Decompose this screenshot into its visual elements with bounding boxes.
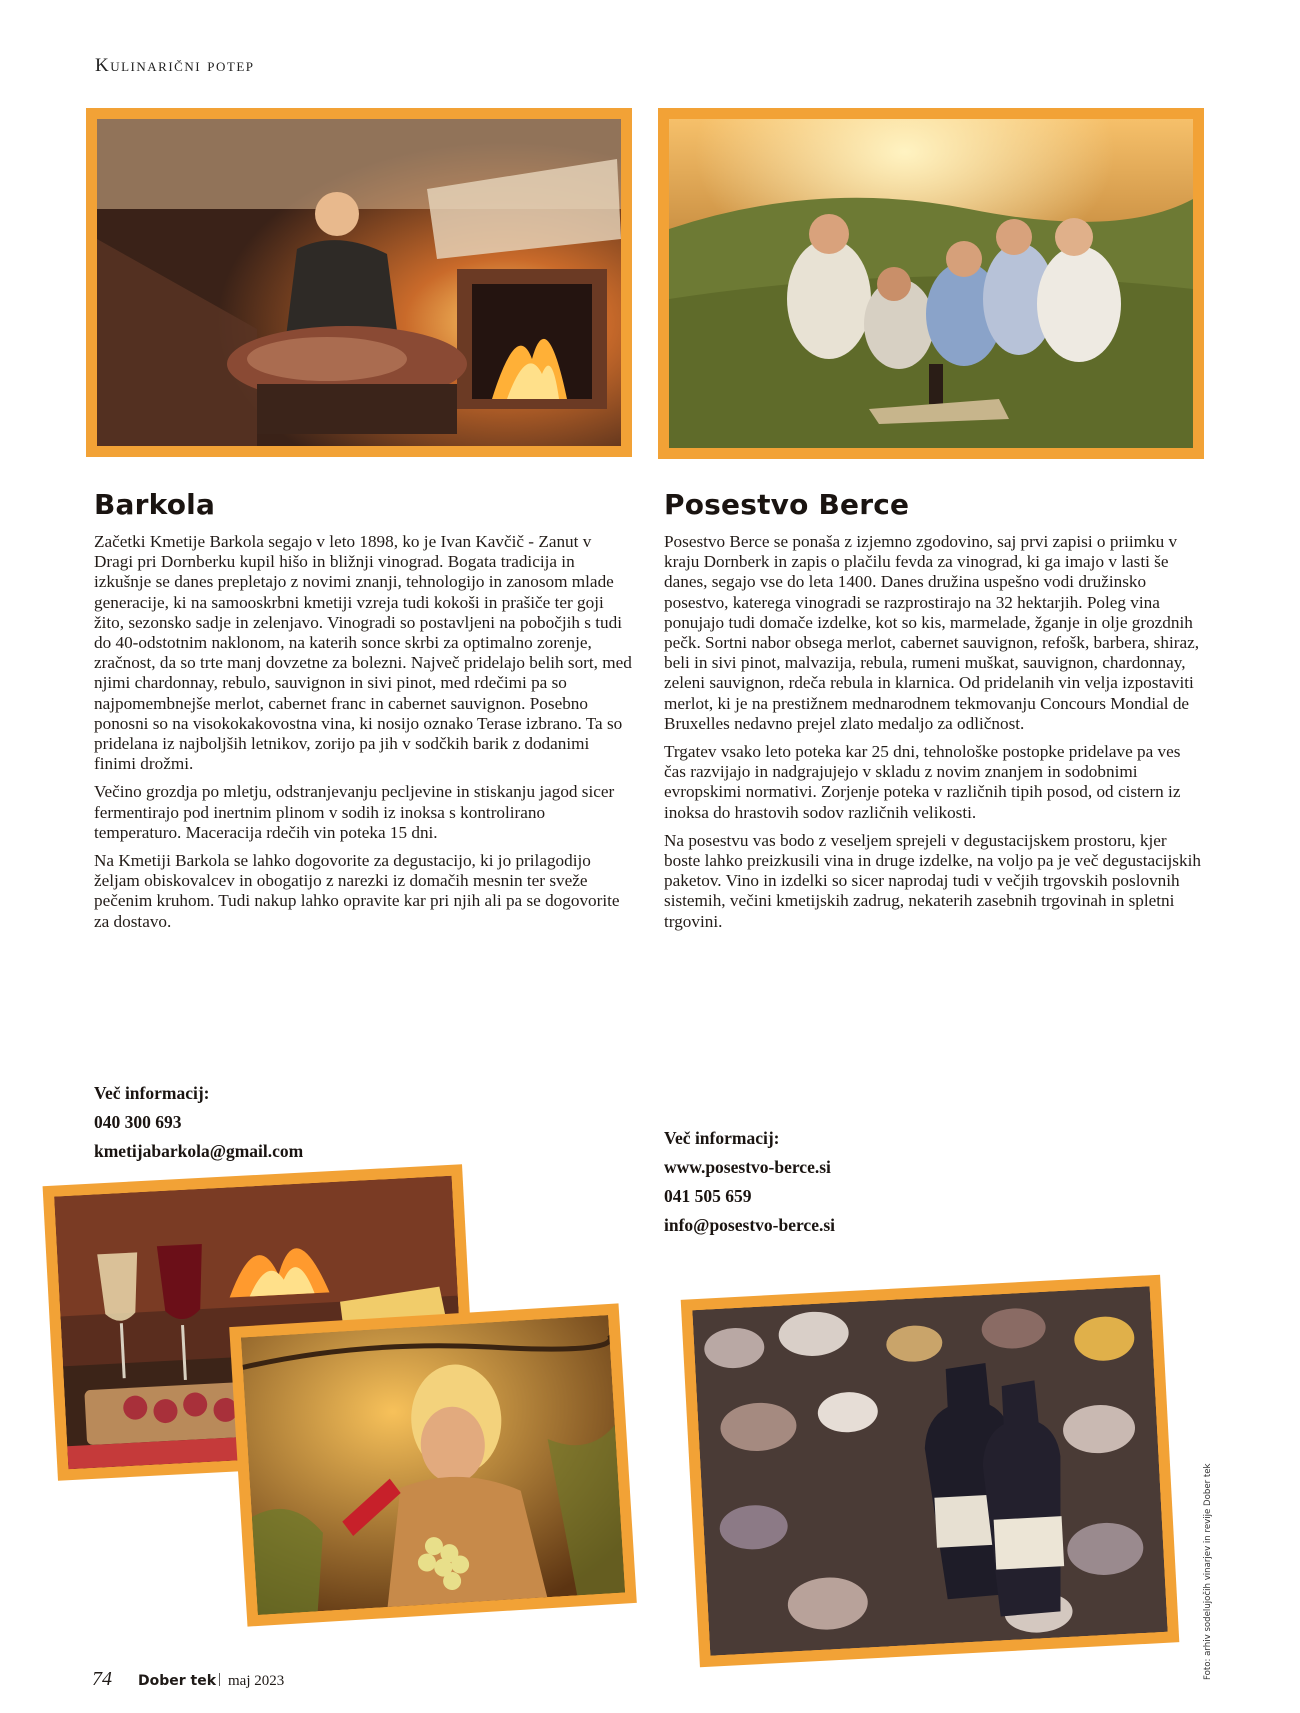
phone-number: 041 505 659 — [664, 1186, 752, 1206]
paragraph: Večino grozdja po mletju, odstranjevanju pecljevine in stiskanju jagod sicer fermentirajo pod inertnim plinom v sodih iz inoksa s kontrolirano temperaturo. Maceracija rdečih vin poteka 15 dni. — [94, 782, 615, 842]
barkola-contact — [94, 1079, 303, 1166]
paragraph: Na posestvu vas bodo z veseljem sprejeli v degustacijskem prostoru, kjer boste lahko preizkusili vina in druge izdelke, na voljo pa je več degustacijskih paketov. Vino in izdelki so sicer naprodaj tudi v večjih trgovskih poslovnih sistemih, večini kmetijskih zadrug, nekaterih zasebnih trgovinah in spletni trgovini. — [664, 830, 1201, 931]
magazine-name: Dober tek — [138, 1673, 217, 1689]
website-link[interactable]: www.posestvo-berce.si — [664, 1157, 831, 1177]
paragraph: Trgatev vsako leto poteka kar 25 dni, tehnološke postopke pridelave pa ves čas razvijajo in nadgrajujejo v skladu z novim znanjem in sodobnimi evropskimi normativi. Zorjenje poteka v različnih tipih posod, od cistern iz inoksa do hrastovih sodov različnih velikosti. — [664, 742, 1181, 822]
berce-title: Posestvo Berce — [664, 488, 910, 521]
photo-grape-harvest — [229, 1303, 637, 1626]
footer-separator: | — [218, 1671, 222, 1687]
section-label: Kulinarični potep — [95, 55, 255, 76]
info-label: Več informacij: — [664, 1128, 780, 1148]
berce-contact — [664, 1124, 835, 1240]
family-vineyard-image — [669, 119, 1193, 448]
prosciutto-fireplace-image — [97, 119, 621, 446]
page-number: 74 — [92, 1668, 112, 1690]
paragraph: Na Kmetiji Barkola se lahko dogovorite za degustacijo, ki jo prilagodijo željam obiskovalcev in obogatijo z narezki iz domačih mesnin ter sveže pečenim kruhom. Tudi nakup lahko opravite kar pri njih ali pa se dogovorite za dostavo. — [94, 851, 620, 931]
paragraph: Posestvo Berce se ponaša z izjemno zgodovino, saj prvi zapisi o priimku v kraju Dornberk in zapis o plačilu fevda za vinograd, ki ga imajo v lasti še danes, segajo vse do leta 1400. Danes družina uspešno vodi družinsko posestvo, katerega vinogradi se razprostirajo na 32 hektarjih. Poleg vina ponujajo tudi domače izdelke, kot so kis, marmelade, žganje in olje grozdnih pečk. Sortni nabor obsega merlot, cabernet sauvignon, refošk, barbera, shiraz, beli in sivi pinot, malvazija, rebula, rumeni muškat, sauvignon, chardonnay, zeleni sauvignon, rdeča rebula in klarnica. Od pridelanih vin velja izpostaviti merlot, ki je na prestižnem mednarodnem tekmovanju Concours Mondial de Bruxelles nedavno prejel zlato medaljo za odličnost. — [664, 532, 1200, 733]
bottles-on-stones-image — [692, 1286, 1167, 1655]
email-link[interactable]: kmetijabarkola@gmail.com — [94, 1141, 304, 1161]
barkola-title: Barkola — [94, 488, 216, 521]
barkola-article — [94, 532, 632, 940]
grape-harvest-image — [241, 1315, 625, 1615]
photo-barkola-prosciutto — [86, 108, 632, 457]
paragraph: Začetki Kmetije Barkola segajo v leto 1898, ko je Ivan Kavčič - Zanut v Dragi pri Dornberku kupil hišo in bližnji vinograd. Bogata tradicija in izkušnje se danes prepletajo z novimi znanji, tehnologijo in zanosom mlade generacije, ki na samooskrbni kmetiji vzreja tudi kokoši in prašiče ter goji žito, sezonsko sadje in zelenjavo. Vinogradi so postavljeni na pobočjih s tudi do 40-odstotnim naklonom, na katerih sonce skrbi za optimalno zorenje, zračnost, da so trte manj dovzetne za bolezni. Največ pridelajo belih sort, med njimi chardonnay, rebulo, sauvignon in sivi pinot, med rdečimi pa so najpomembnejše merlot, cabernet franc in cabernet sauvignon. Posebno ponosni so na visokokakovostna vina, ki nosijo oznako Terase izbrano. Ta so pridelana iz najboljših letnikov, zorijo pa jih v sodčkih barik z dodanimi finimi drožmi. — [94, 532, 632, 774]
photo-berce-family — [658, 108, 1204, 459]
issue-date: maj 2023 — [228, 1673, 285, 1689]
info-label: Več informacij: — [94, 1083, 210, 1103]
phone-number: 040 300 693 — [94, 1112, 182, 1132]
berce-article — [664, 532, 1204, 940]
photo-credit: Foto: arhiv sodelujočih vinarjev in revije Dober tek — [1203, 1463, 1213, 1680]
email-link[interactable]: info@posestvo-berce.si — [664, 1215, 836, 1235]
photo-wine-bottles-stones — [681, 1275, 1180, 1668]
